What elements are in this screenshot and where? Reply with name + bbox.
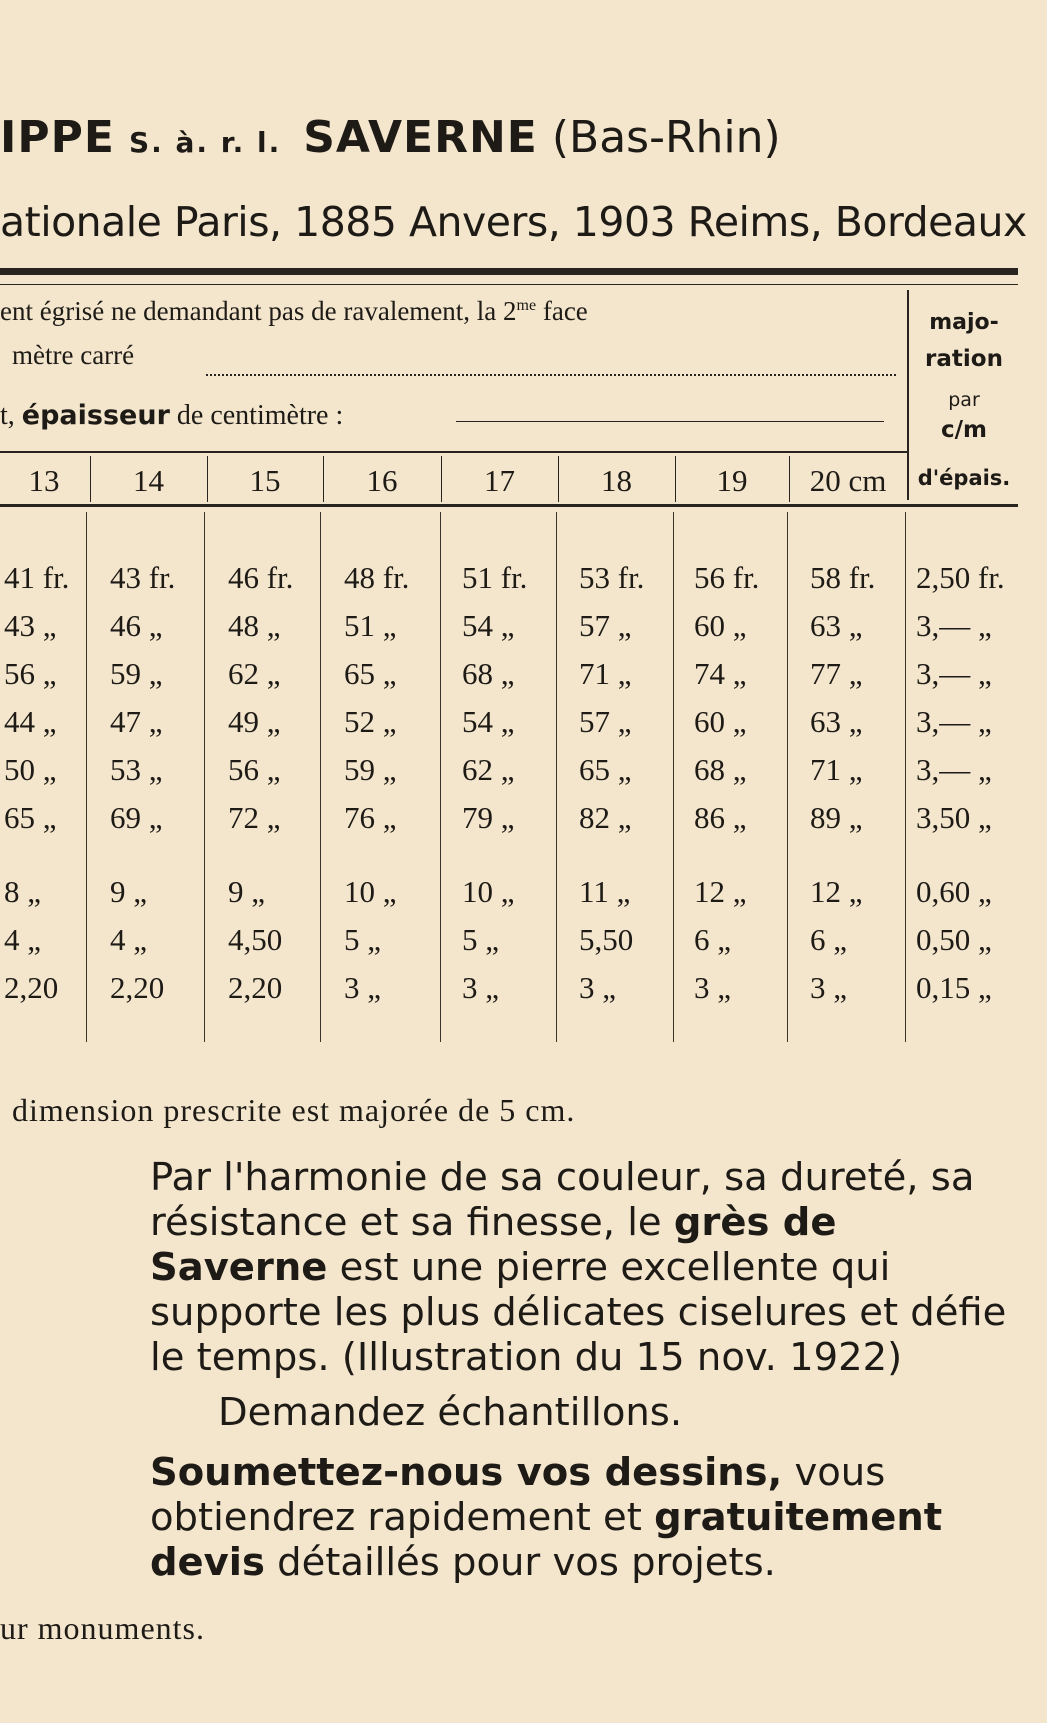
price-cell: 69 „ <box>110 800 163 835</box>
intro-line-1: ent égrisé ne demandant pas de ravalement, la $2^{me}$ face <box>0 296 588 326</box>
price-cell: 62 „ <box>228 656 281 691</box>
price-cell: 65 „ <box>4 800 57 835</box>
majoration-cell: 3,— „ <box>916 752 992 787</box>
price-cell: 41 fr. <box>4 560 70 595</box>
intro-line-2: mètre carré <box>12 340 135 370</box>
price-cell: 68 „ <box>462 656 515 691</box>
price-cell: 49 „ <box>228 704 281 739</box>
samples-paragraph: Demandez échantillons. <box>218 1390 683 1435</box>
price-cell: 9 „ <box>228 874 266 909</box>
price-cell: 57 „ <box>579 608 632 643</box>
price-cell: 5 „ <box>344 922 382 957</box>
price-cell: 6 „ <box>810 922 848 957</box>
price-cell: 2,20 <box>110 970 165 1005</box>
column-separator <box>204 512 205 1042</box>
price-cell: 82 „ <box>579 800 632 835</box>
price-cell: 3 „ <box>579 970 617 1005</box>
price-cell: 12 „ <box>694 874 747 909</box>
price-cell: 2,20 <box>4 970 59 1005</box>
price-cell: 63 „ <box>810 704 863 739</box>
price-cell: 86 „ <box>694 800 747 835</box>
intro-line-3: t, épaisseur de centimètre : <box>0 400 344 431</box>
price-cell: 10 „ <box>462 874 515 909</box>
column-separator <box>440 512 441 1042</box>
legal-form: S. à. r. l. <box>128 126 282 159</box>
price-cell: 89 „ <box>810 800 863 835</box>
price-cell: 43 fr. <box>110 560 176 595</box>
company-name: IPPE <box>0 112 115 163</box>
price-cell: 71 „ <box>810 752 863 787</box>
price-cell: 4,50 <box>228 922 283 957</box>
price-cell: 76 „ <box>344 800 397 835</box>
price-cell: 60 „ <box>694 704 747 739</box>
majoration-label-4: c/m <box>941 417 987 443</box>
price-cell: 10 „ <box>344 874 397 909</box>
price-cell: 63 „ <box>810 608 863 643</box>
price-cell: 46 „ <box>110 608 163 643</box>
majoration-cell: 0,60 „ <box>916 874 992 909</box>
price-cell: 9 „ <box>110 874 148 909</box>
price-cell: 58 fr. <box>810 560 876 595</box>
price-cell: 43 „ <box>4 608 57 643</box>
majoration-cell: 3,— „ <box>916 608 992 643</box>
price-cell: 4 „ <box>4 922 42 957</box>
majoration-label-5: d'épais. <box>917 466 1011 490</box>
dimension-note: dimension prescrite est majorée de 5 cm. <box>12 1092 576 1128</box>
column-separator <box>905 512 906 1042</box>
majoration-cell: 3,— „ <box>916 704 992 739</box>
table-header-bottom-rule <box>0 504 1018 507</box>
price-cell: 62 „ <box>462 752 515 787</box>
price-cell: 54 „ <box>462 704 515 739</box>
price-cell: 12 „ <box>810 874 863 909</box>
header-separator <box>675 456 676 502</box>
company-header <box>0 112 781 163</box>
column-separator <box>320 512 321 1042</box>
price-cell: 72 „ <box>228 800 281 835</box>
price-cell: 46 fr. <box>228 560 294 595</box>
column-header: 18 <box>601 463 632 498</box>
dotted-leader <box>206 374 896 376</box>
price-cell: 56 „ <box>228 752 281 787</box>
header-separator <box>207 456 208 502</box>
column-separator <box>556 512 557 1042</box>
column-separator <box>787 512 788 1042</box>
price-cell: 53 fr. <box>579 560 645 595</box>
price-cell: 68 „ <box>694 752 747 787</box>
header-rule <box>0 268 1018 275</box>
column-header: 15 <box>249 463 281 498</box>
column-separator <box>673 512 674 1042</box>
city-name: SAVERNE <box>303 112 538 163</box>
majoration-cell: 0,15 „ <box>916 970 992 1005</box>
column-header: 13 <box>28 463 60 498</box>
price-cell: 48 fr. <box>344 560 410 595</box>
price-cell: 59 „ <box>110 656 163 691</box>
awards-line: ationale Paris, 1885 Anvers, 1903 Reims, Bordeaux <box>0 198 1027 246</box>
price-cell: 50 „ <box>4 752 57 787</box>
price-cell: 79 „ <box>462 800 515 835</box>
column-header: 17 <box>484 463 515 498</box>
price-cell: 3 „ <box>694 970 732 1005</box>
price-cell: 4 „ <box>110 922 148 957</box>
price-cell: 5,50 <box>579 922 634 957</box>
dash-leader <box>456 421 884 422</box>
majoration-cell: 3,50 „ <box>916 800 992 835</box>
price-cell: 51 fr. <box>462 560 528 595</box>
price-cell: 5 „ <box>462 922 500 957</box>
price-cell: 60 „ <box>694 608 747 643</box>
column-header: 14 <box>133 463 164 498</box>
header-separator <box>90 456 91 502</box>
price-cell: 3 „ <box>810 970 848 1005</box>
price-cell: 65 „ <box>579 752 632 787</box>
price-cell: 48 „ <box>228 608 281 643</box>
price-cell: 11 „ <box>579 874 631 909</box>
price-cell: 2,20 <box>228 970 283 1005</box>
column-header: 16 <box>366 463 398 498</box>
price-cell: 52 „ <box>344 704 397 739</box>
header-separator <box>558 456 559 502</box>
column-separator <box>86 512 87 1042</box>
price-cell: 57 „ <box>579 704 632 739</box>
majoration-cell: 2,50 fr. <box>916 560 1005 595</box>
price-cell: 77 „ <box>810 656 863 691</box>
price-cell: 74 „ <box>694 656 747 691</box>
column-header: 20 cm <box>809 463 887 498</box>
price-cell: 3 „ <box>344 970 382 1005</box>
majoration-label-2: ration <box>925 346 1003 372</box>
price-cell: 71 „ <box>579 656 632 691</box>
price-cell: 53 „ <box>110 752 163 787</box>
header-separator <box>441 456 442 502</box>
price-cell: 44 „ <box>4 704 57 739</box>
price-cell: 51 „ <box>344 608 397 643</box>
majoration-label-1: majo- <box>929 310 999 335</box>
header-separator <box>789 456 790 502</box>
price-cell: 6 „ <box>694 922 732 957</box>
header-rule-thin <box>0 284 1018 285</box>
table-header-rule <box>0 451 907 453</box>
price-cell: 54 „ <box>462 608 515 643</box>
price-cell: 8 „ <box>4 874 42 909</box>
price-cell: 3 „ <box>462 970 500 1005</box>
price-cell: 56 fr. <box>694 560 760 595</box>
majoration-cell: 3,— „ <box>916 656 992 691</box>
majoration-cell: 0,50 „ <box>916 922 992 957</box>
price-cell: 47 „ <box>110 704 163 739</box>
price-cell: 56 „ <box>4 656 57 691</box>
quote-paragraph: Soumettez-nous vos dessins, vous obtiendrez rapidement et gratuitement devis détaillés pour vos projets. <box>150 1450 943 1585</box>
region-name: (Bas-Rhin) <box>551 112 781 163</box>
footer-text: ur monuments. <box>0 1610 205 1646</box>
price-cell: 65 „ <box>344 656 397 691</box>
majoration-label-3: par <box>948 389 980 411</box>
majoration-divider <box>907 290 909 500</box>
price-cell: 59 „ <box>344 752 397 787</box>
header-separator <box>323 456 324 502</box>
description-paragraph: Par l'harmonie de sa couleur, sa dureté, sa résistance et sa finesse, le grès de Saverne est une pierre excellente qui supporte les plus délicates ciselures et défie le temps. (Illustration du 15 nov. 1922) <box>150 1155 1007 1380</box>
column-header: 19 <box>716 463 748 498</box>
